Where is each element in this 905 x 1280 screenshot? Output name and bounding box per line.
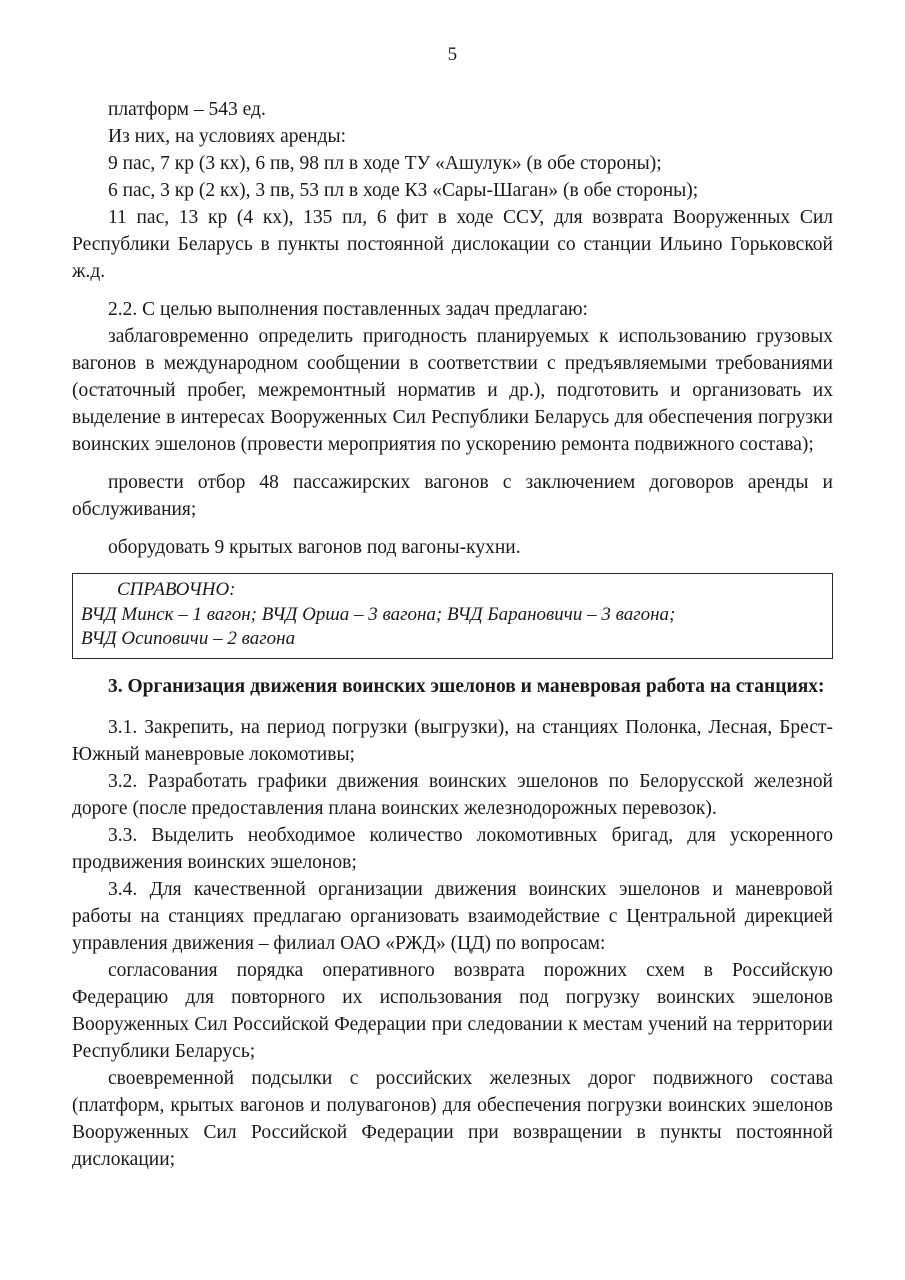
note-title: СПРАВОЧНО: xyxy=(117,579,236,600)
section-heading-3: 3. Организация движения воинских эшелонов и маневровая работа на станциях: xyxy=(108,676,825,698)
page-number: 5 xyxy=(447,44,458,65)
paragraph-item-3-1: 3.1. Закрепить, на период погрузки (выгрузки), на станциях Полонка, Лесная, Брест-Южный маневровые локомотивы; xyxy=(72,717,833,766)
paragraph-item-3-4: 3.4. Для качественной организации движения воинских эшелонов и маневровой работы на станциях предлагаю организовать взаимодействие с Центральной дирекцией управления движения – филиал ОАО «РЖД» (ЦД) по вопросам: xyxy=(72,879,833,955)
paragraph-kitchen-cars: оборудовать 9 крытых вагонов под вагоны-кухни. xyxy=(108,537,521,558)
paragraph-rolling-stock-supply: своевременной подсылки с российских железных дорог подвижного состава (платформ, крытых вагонов и полувагонов) для обеспечения погрузки воинских эшелонов Вооруженных Сил Российской Федерации при возвращении в пункты постоянной дислокации; xyxy=(72,1068,833,1171)
note-line-2: ВЧД Осиповичи – 2 вагона xyxy=(81,628,296,650)
paragraph-ssu-return: 11 пас, 13 кр (4 кх), 135 пл, 6 фит в ходе ССУ, для возврата Вооруженных Сил Республики Беларусь в пункты постоянной дислокации со станции Ильино Горьковской ж.д. xyxy=(72,207,833,282)
paragraph-sary-shagan: 6 пас, 3 кр (2 кх), 3 пв, 53 пл в ходе КЗ «Сары-Шаган» (в обе стороны); xyxy=(108,180,699,201)
paragraph-item-3-3: 3.3. Выделить необходимое количество локомотивных бригад, для ускоренного продвижения воинских эшелонов; xyxy=(72,825,833,874)
paragraph-passenger-selection: провести отбор 48 пассажирских вагонов с заключением договоров аренды и обслуживания; xyxy=(72,472,833,520)
paragraph-lease-intro: Из них, на условиях аренды: xyxy=(108,126,347,147)
paragraph-suitability: заблаговременно определить пригодность планируемых к использованию грузовых вагонов в международном сообщении в соответствии с предъявляемыми требованиями (остаточный пробег, межремонтный норматив и др.), подготовить и организовать их выделение в интересах Вооруженных Сил Республики Беларусь для обеспечения погрузки воинских эшелонов (провести мероприятия по ускорению ремонта подвижного состава); xyxy=(72,326,833,455)
paragraph-platforms: платформ – 543 ед. xyxy=(108,99,266,120)
paragraph-empty-schemes: согласования порядка оперативного возврата порожних схем в Российскую Федерацию для повторного их использования под погрузку воинских эшелонов Вооруженных Сил Российской Федерации при следовании к местам учений на территории Республики Беларусь; xyxy=(72,960,833,1063)
paragraph-item-2-2: 2.2. С целью выполнения поставленных задач предлагаю: xyxy=(108,299,588,320)
document-body xyxy=(72,96,833,1173)
paragraph-item-3-2: 3.2. Разработать графики движения воинских эшелонов по Белорусской железной дороге (после предоставления плана воинских железнодорожных перевозок). xyxy=(72,771,833,820)
note-line-1: ВЧД Минск – 1 вагон; ВЧД Орша – 3 вагона; ВЧД Барановичи – 3 вагона; xyxy=(81,603,676,625)
reference-note-box xyxy=(72,573,833,659)
paragraph-ashuluk: 9 пас, 7 кр (3 кх), 6 пв, 98 пл в ходе ТУ «Ашулук» (в обе стороны); xyxy=(108,153,662,174)
